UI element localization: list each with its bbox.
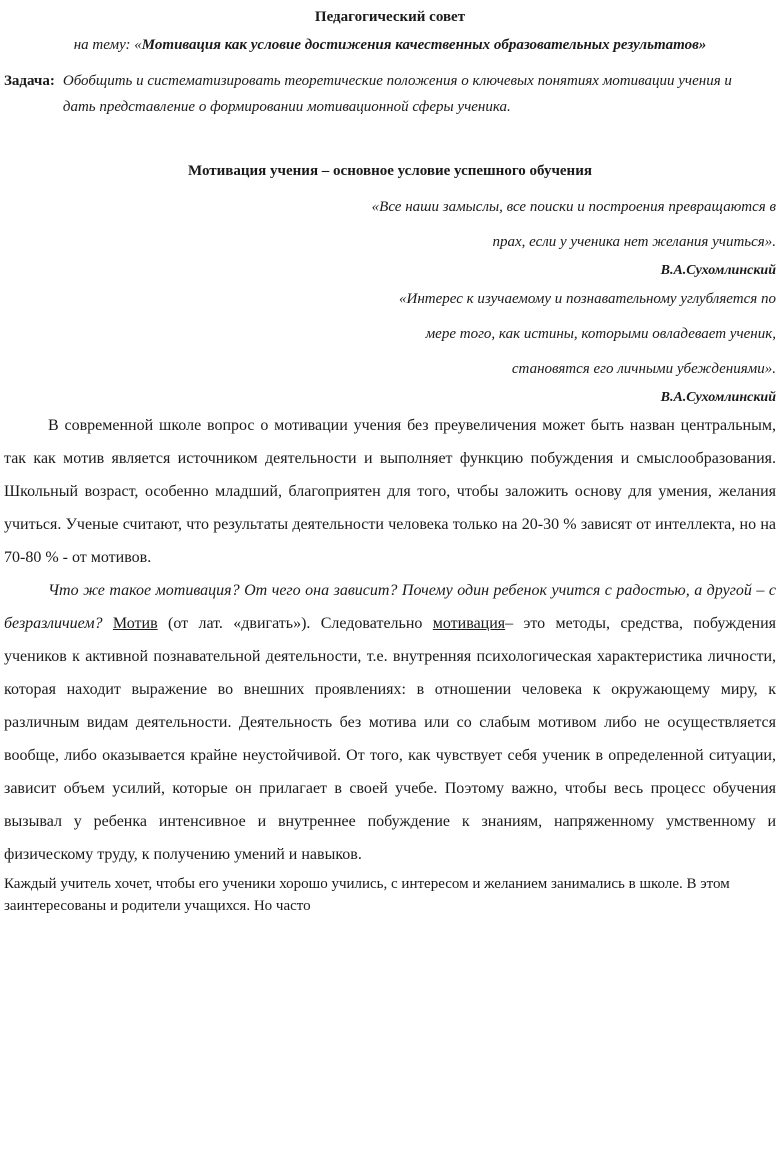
paragraph-1: В современной школе вопрос о мотивации учения без преувеличения может быть назван центральным, так как мотив является источником деятельности и выполняет функцию побуждения и смыслообразования. Школьный возраст, особенно младший, благоприятен для того, чтобы заложить основу для умения, желания учиться. Ученые считают, что результаты деятельности человека только на 20-30 % зависят от интеллекта, но на 70-80 % - от мотивов. (4, 417, 776, 566)
paragraph-2-rest: – это методы, средства, побуждения учеников к активной познавательной деятельности, т.е. внутренняя психологическая характеристика личности, которая находит выражение во внешних проявлениях: в отношении человека к окружающему миру, к различным видам деятельности. Деятельность без мотива или со слабым мотивом либо не осуществляется вообще, либо оказывается крайне неустойчивой. От того, как чувствует себя ученик в определенной ситуации, зависит объем усилий, которые он прилагает в своей учебе. Поэтому важно, чтобы весь процесс обучения вызывал у ребенка интенсивное и внутреннее побуждение к знаниям, напряженному умственному и физическому труду, к получению умений и навыков. (4, 615, 777, 863)
section-title: Мотивация учения – основное условие успешного обучения (188, 163, 592, 179)
epigraph-2-line-2: мере того, как истины, которыми овладевает ученик, (425, 326, 776, 342)
task-text: Обобщить и систематизировать теоретические положения о ключевых понятиях мотивации учения и дать представление о формировании мотивационной сферы ученика. (62, 73, 732, 115)
topic-title: Мотивация как условие достижения качественных образовательных результатов (141, 37, 699, 53)
epigraph-2-line-1: «Интерес к изучаемому и познавательному углубляется по (399, 291, 776, 307)
term-motivation: мотивация (432, 615, 506, 632)
epigraph-2-line-3: становятся его личными убеждениями». (511, 361, 776, 377)
task-block (4, 68, 776, 120)
topic-end: » (698, 37, 707, 53)
topic-lead: на тему: « (73, 37, 142, 53)
term-motiv: Мотив (112, 615, 158, 632)
paragraph-2-questions: Что же такое мотивация? От чего она зависит? Почему один ребенок учится с радостью, а другой – с безразличием? (4, 582, 776, 632)
epigraph-1-line-2: прах, если у ученика нет желания учиться». (492, 234, 776, 250)
epigraph-2-author: В.А.Сухомлинский (660, 390, 776, 405)
document-title: Педагогический совет (314, 9, 466, 25)
paragraph-2 (4, 574, 776, 871)
paragraph-3: Каждый учитель хочет, чтобы его ученики хорошо учились, с интересом и желанием занимались в школе. В этом заинтересованы и родители учащихся. Но часто (4, 876, 730, 914)
paragraph-2-mid: (от лат. «двигать»). Следовательно (157, 615, 433, 632)
epigraph-1-author: В.А.Сухомлинский (660, 263, 776, 278)
epigraph-1-line-1: «Все наши замыслы, все поиски и построения превращаются в (371, 199, 776, 215)
task-label: Задача: (4, 73, 55, 89)
topic-line (44, 32, 736, 58)
